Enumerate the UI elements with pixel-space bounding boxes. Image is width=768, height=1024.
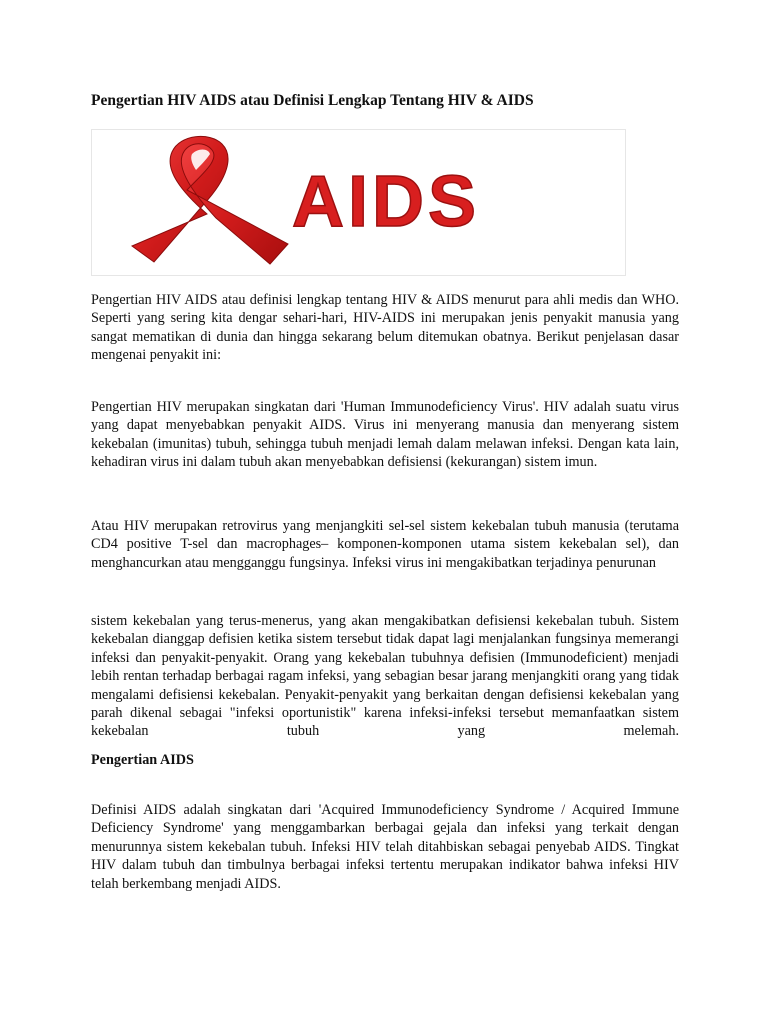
section-heading-aids: Pengertian AIDS <box>91 752 194 768</box>
paragraph-immune-deficiency: sistem kekebalan yang terus-menerus, yang akan mengakibatkan defisiensi kekebalan tubuh. Sistem kekebalan dianggap defisien ketika sistem tersebut tidak dapat lagi menjalankan fungsinya memerangi infeksi dan penyakit-penyakit. Orang yang kekebalan tubuhnya defisien (Immunodeficient) menjadi lebih rentan terhadap berbagai ragam infeksi, yang sebagian besar jarang menjangkiti orang yang tidak mengalami defisiensi kekebalan. Penyakit-penyakit yang berkaitan dengan defisiensi kekebalan yang parah dikenal sebagai "infeksi oportunistik" karena infeksi-infeksi tersebut memanfaatkan sistem kekebalan tubuh yang melemah. <box>91 613 679 740</box>
banner-text: AIDS <box>292 162 481 242</box>
paragraph-intro: Pengertian HIV AIDS atau definisi lengkap tentang HIV & AIDS menurut para ahli medis dan WHO. Seperti yang sering kita dengar sehari-hari, HIV-AIDS ini merupakan jenis penyakit manusia yang sangat mematikan di dunia dan hingga sekarang belum ditemukan obatnya. Berikut penjelasan dasar mengenai penyakit ini: <box>91 292 679 364</box>
aids-ribbon-banner <box>91 129 626 276</box>
aids-ribbon-image <box>92 130 626 276</box>
page-title: Pengertian HIV AIDS atau Definisi Lengkap Tentang HIV & AIDS <box>91 92 534 109</box>
paragraph-hiv-definition: Pengertian HIV merupakan singkatan dari 'Human Immunodeficiency Virus'. HIV adalah suatu virus yang dapat menyebabkan penyakit AIDS. Virus ini menyerang manusia dan menyerang sistem kekebalan (imunitas) tubuh, sehingga tubuh menjadi lemah dalam melawan infeksi. Dengan kata lain, kehadiran virus ini dalam tubuh akan menyebabkan defisiensi (kekurangan) sistem imun. <box>91 399 679 471</box>
paragraph-aids-definition: Definisi AIDS adalah singkatan dari 'Acquired Immunodeficiency Syndrome / Acquired Immune Deficiency Syndrome' yang menggambarkan berbagai gejala dan infeksi yang terkait dengan menurunnya sistem kekebalan tubuh. Infeksi HIV telah ditahbiskan sebagai penyebab AIDS. Tingkat HIV dalam tubuh dan timbulnya berbagai infeksi tertentu merupakan indikator bahwa infeksi HIV telah berkembang menjadi AIDS. <box>91 802 679 892</box>
paragraph-hiv-retrovirus: Atau HIV merupakan retrovirus yang menjangkiti sel-sel sistem kekebalan tubuh manusia (terutama CD4 positive T-sel dan macrophages– komponen-komponen utama sistem kekebalan sel), dan menghancurkan atau mengganggu fungsinya. Infeksi virus ini mengakibatkan terjadinya penurunan <box>91 518 679 571</box>
